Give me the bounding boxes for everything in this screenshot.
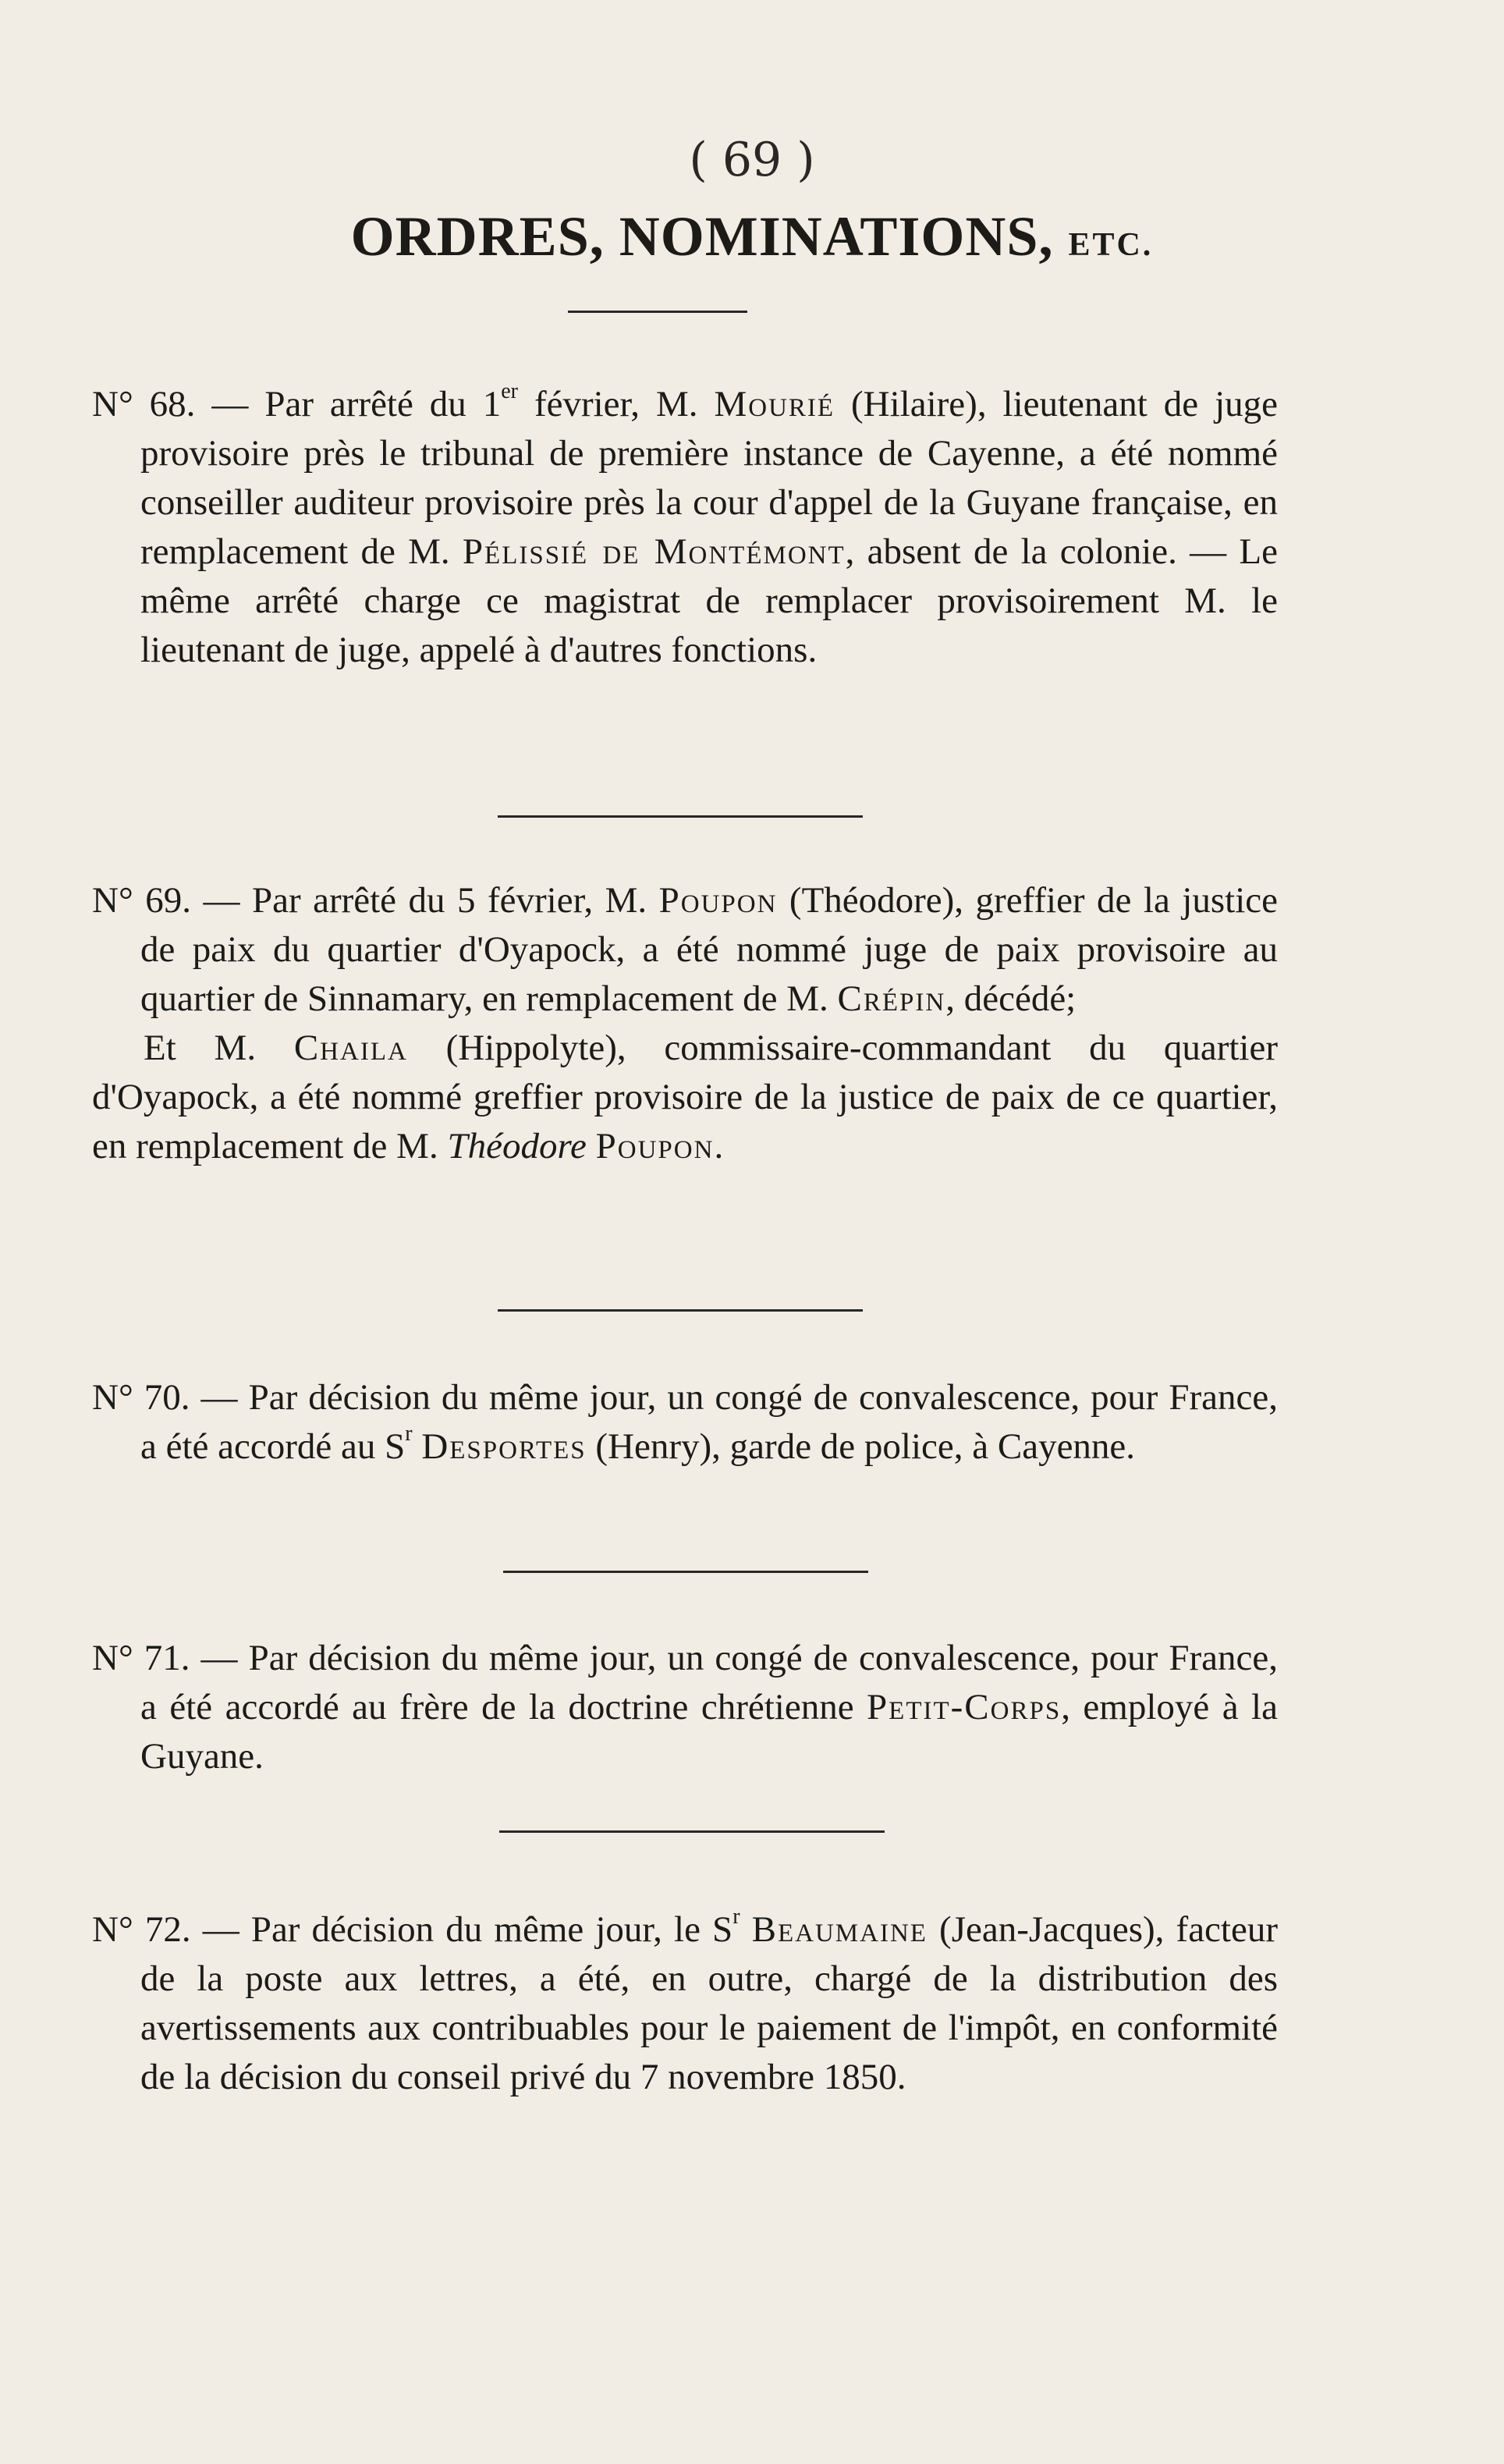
- page-number: ( 69 ): [689, 133, 815, 187]
- entry-text: [740, 1909, 752, 1950]
- person-name: Mourié: [714, 384, 835, 424]
- running-head: [0, 204, 1504, 269]
- entry-text: (Jean-Jacques), facteur de la poste aux lettres, a été, en outre, chargé de la distribution des avertissements aux contribuables pour le paiement de l'impôt, en conformité de la décision du conseil privé du 7 novembre 1850.: [140, 1909, 1278, 2097]
- entry-71: [92, 1634, 1278, 1781]
- entry-text: , employé à la Guyane.: [140, 1687, 1278, 1777]
- entry-number: N° 71.: [92, 1638, 190, 1678]
- entry-number: N° 70.: [92, 1377, 190, 1418]
- entry-number: N° 68.: [92, 384, 196, 424]
- entry-text: (Henry), garde de police, à Cayenne.: [586, 1426, 1136, 1467]
- entry-72: [92, 1905, 1278, 2102]
- separator-rule: [503, 1571, 868, 1573]
- entry-68: [92, 380, 1278, 675]
- entry-text: , absent de la colonie. — Le même arrêté charge ce magistrat de remplacer provisoirement M. le lieutenant de juge, appelé à d'autres fonctions.: [140, 531, 1278, 670]
- entry-text: [587, 1126, 596, 1166]
- running-head-small: ETC.: [1068, 227, 1154, 263]
- separator-rule: [499, 1830, 885, 1833]
- entry-text: — Par arrêté du 1: [195, 384, 502, 424]
- entry-text: , décédé;: [945, 978, 1077, 1019]
- entry-68-text: [92, 380, 1278, 675]
- person-name: Petit-Corps: [867, 1687, 1062, 1727]
- entry-number: N° 72.: [92, 1909, 191, 1950]
- entry-text: — Par arrêté du 5 février, M.: [190, 880, 659, 921]
- person-name: Poupon: [658, 880, 778, 921]
- entry-text: (Hilaire), lieutenant de juge provisoire près le tribunal de première instance de Cayenne, a été nommé conseiller auditeur provisoire près la cour d'appel de la Guyane française, en remplacement de M.: [140, 384, 1278, 572]
- entry-text: Et M.: [144, 1028, 294, 1068]
- entry-text: — Par décision du même jour, un congé de convalescence, pour France, a été accordé au frère de la doctrine chrétienne: [140, 1638, 1278, 1727]
- entry-text: — Par décision du même jour, le S: [190, 1909, 733, 1950]
- entry-text: (Théodore), greffier de la justice de paix du quartier d'Oyapock, a été nommé juge de paix provisoire au quartier de Sinnamary, en remplacement de M.: [140, 880, 1278, 1019]
- separator-rule: [498, 815, 863, 818]
- entry-69-text: [92, 876, 1278, 1024]
- running-head-main: ORDRES, NOMINATIONS,: [350, 205, 1054, 268]
- entry-text: [413, 1426, 422, 1467]
- person-name: Crépin: [837, 978, 946, 1019]
- entry-text: .: [714, 1126, 724, 1166]
- entry-text: février, M.: [518, 384, 715, 424]
- superscript: r: [405, 1422, 413, 1447]
- entry-70-text: [92, 1373, 1278, 1472]
- entry-text: (Hippolyte), commissaire-commandant du quartier d'Oyapock, a été nommé greffier provisoire de la justice de paix de ce quartier, en remplacement de M.: [92, 1028, 1278, 1166]
- superscript: r: [732, 1905, 740, 1930]
- header-rule: [568, 311, 747, 313]
- entry-69-para2: [92, 1024, 1278, 1171]
- person-name: Desportes: [421, 1426, 587, 1467]
- entry-69: [92, 876, 1278, 1171]
- person-name: Chaila: [293, 1028, 408, 1068]
- entry-number: N° 69.: [92, 880, 191, 921]
- separator-rule: [498, 1309, 863, 1312]
- person-name: Poupon: [595, 1126, 715, 1166]
- person-name: Pélissié de Montémont: [462, 531, 846, 572]
- entry-72-text: [92, 1905, 1278, 2102]
- person-name: Beaumaine: [751, 1909, 928, 1950]
- entry-70: [92, 1373, 1278, 1472]
- entry-71-text: [92, 1634, 1278, 1781]
- person-name-italic: Théodore: [447, 1126, 587, 1166]
- entry-text: — Par décision du même jour, un congé de convalescence, pour France, a été accordé au S: [140, 1377, 1278, 1467]
- superscript: er: [501, 379, 518, 404]
